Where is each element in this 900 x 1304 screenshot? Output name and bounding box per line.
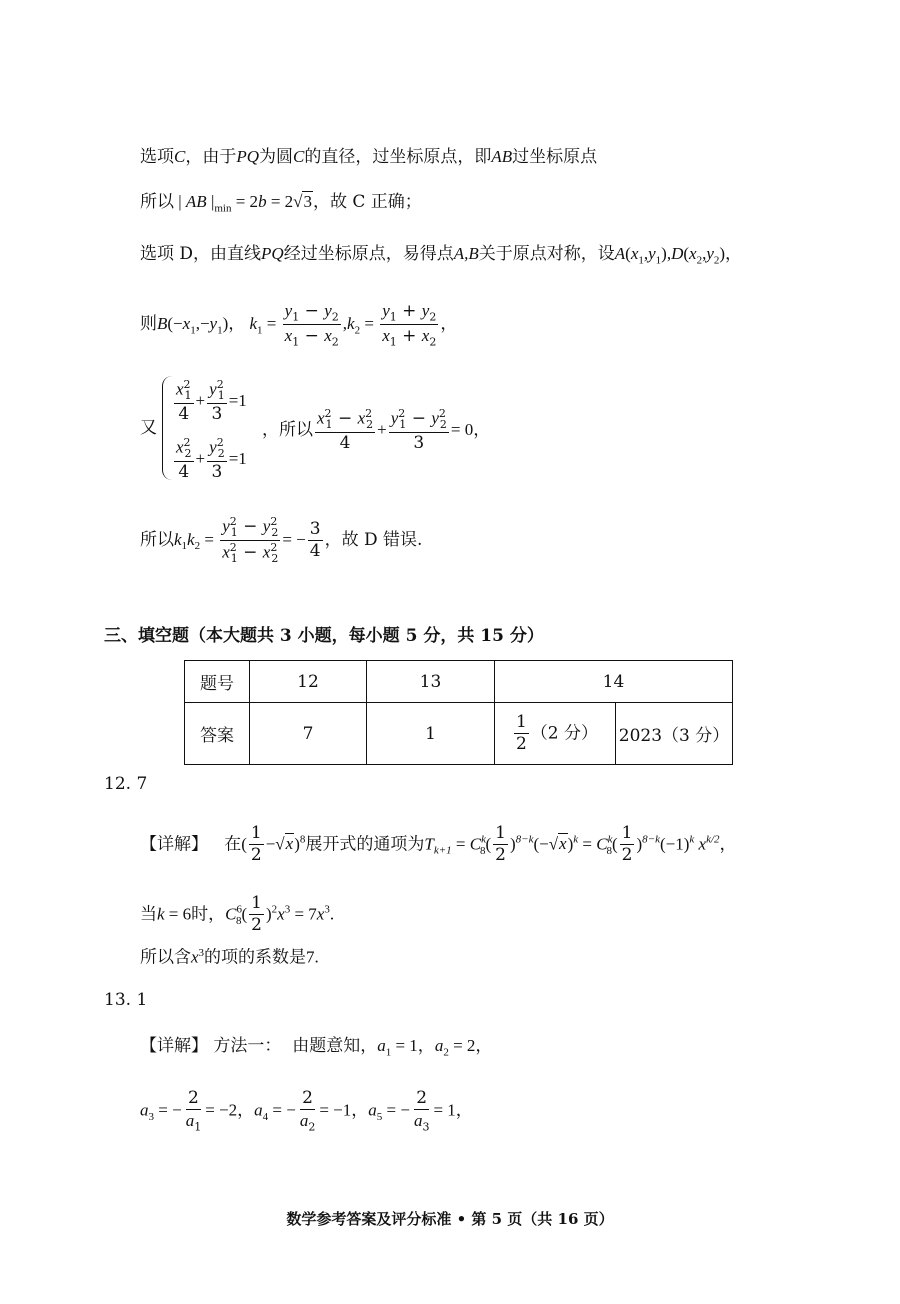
table-cell: 2023（3 分） — [616, 703, 733, 765]
text-fragment: 【详解】 — [140, 834, 208, 855]
text-fragment: 过坐标原点 — [512, 147, 598, 167]
q12-heading: 12. 7 — [104, 774, 148, 794]
q13-sequence: $a_3$ = − $\frac{2}{a_1}$ = −2，$a_4$ = − $\frac{2}{a_2}$ = −1，$a_5$ = − $\frac{2}{a_3}$ = 1， — [140, 1088, 473, 1134]
fraction: $\frac{3}{4}$ — [309, 518, 321, 561]
fraction: $\frac{y_1 - y_2}{x_1 - x_2}$ — [284, 301, 339, 349]
fraction: $\frac{x^2_1 - x^2_2}{4}$ — [317, 407, 374, 453]
fraction: $\frac{y^2_1 - y^2_2}{x^2_1 - x^2_2}$ — [222, 515, 279, 565]
fraction: $\frac{y^2_1}{3}$ — [209, 378, 225, 424]
fraction: $\frac{y_1 + y_2}{x_1 + x_2}$ — [382, 301, 437, 349]
text-fragment: 为圆 — [259, 147, 294, 167]
again-label: 又 — [140, 418, 157, 438]
text-fragment: 则 — [140, 314, 157, 335]
text-fragment: 所以 — [140, 192, 174, 212]
option-c-text: 选项 — [140, 147, 174, 167]
fraction: $\frac{1}{2}$ — [250, 823, 262, 866]
q13-heading: 13. 1 — [104, 990, 148, 1010]
text-fragment: 经过坐标原点，易得点 — [283, 244, 454, 264]
fraction: $\frac{x^2_2}{4}$ — [176, 436, 192, 482]
q12-result: 所以含$x^3$的项的系数是7. — [140, 947, 319, 968]
text-fragment: ，故 C 正确； — [312, 192, 422, 212]
difference-equation: ，所以 $\frac{x^2_1 - x^2_2}{4}$ + $\frac{y^2_1 - y^2_2}{3}$ = 0， — [262, 407, 491, 453]
text-fragment: 在 — [224, 834, 242, 855]
table-cell: 题号 — [185, 661, 250, 703]
fraction: $\frac{y^2_1 - y^2_2}{3}$ — [390, 407, 447, 453]
table-cell — [495, 703, 616, 765]
text-fragment: 选项 D，由直线 — [140, 244, 262, 264]
text-fragment: ，由于 — [185, 147, 237, 167]
text-fragment: 所以含 — [140, 947, 191, 968]
table-cell: 7 — [250, 703, 367, 765]
table-cell: 答案 — [185, 703, 250, 765]
table-cell: 12 — [250, 661, 367, 703]
text-fragment: 所以 — [140, 529, 174, 550]
table-row — [185, 661, 733, 703]
text-fragment: 的直径，过坐标原点，即 — [304, 147, 492, 167]
q12-general-term: 【详解】 在( $\frac{1}{2}$ −√x)$^8$展开式的通项为$T_{k+1} = C^k_8$( $\frac{1}{2}$ )$^{8-k}(-√x)^k = C^k_8$( $\frac{1}{2}$ )$^{8-k}(-1)^k$ $x^{k/2}$， — [140, 823, 737, 866]
fraction: $\frac{2}{a_1}$ — [185, 1088, 202, 1134]
text-fragment: 时， — [191, 904, 226, 925]
equation-1: $\frac{x^2_1}{4}$ + $\frac{y^2_1}{3}$ =1 — [176, 378, 247, 424]
fraction: $\frac{1}{2}$ — [515, 711, 527, 754]
text-fragment: 当 — [140, 904, 157, 925]
text-fragment: 方法一： — [213, 1036, 282, 1056]
page-footer: 数学参考答案及评分标准 • 第 5 页（共 16 页） — [286, 1210, 614, 1228]
table-cell: 13 — [367, 661, 495, 703]
fraction: $\frac{2}{a_2}$ — [299, 1088, 316, 1134]
q12-k6-line: 当k = 6时，$C^6_8$( $\frac{1}{2}$ )$^2x^3 = 7x^3$. — [140, 893, 335, 936]
text-fragment: 的项的系数是 — [204, 947, 307, 968]
answer-table — [184, 660, 733, 765]
table-cell: 14 — [495, 661, 733, 703]
text-fragment: （2 分） — [530, 723, 599, 743]
fraction: $\frac{1}{2}$ — [495, 823, 506, 866]
fraction: $\frac{2}{a_3}$ — [413, 1088, 430, 1134]
table-cell: 1 — [367, 703, 495, 765]
option-d-line: 选项 D，由直线PQ经过坐标原点，易得点A,B关于原点对称，设$A(x_1,y_1),D(x_2,y_2)$， — [140, 244, 743, 267]
option-c-line: 选项C，由于PQ为圆C的直径，过坐标原点，即AB过坐标原点 — [140, 147, 598, 167]
text-fragment: 【详解】 — [140, 1036, 208, 1056]
text-fragment: ，所以 — [262, 420, 313, 441]
text-fragment: 由题意知， — [292, 1036, 378, 1056]
fraction: $\frac{1}{2}$ — [621, 823, 633, 866]
ab-min-line: 所以 | AB $|_{min} = 2b = 2√3$，故 C 正确； — [140, 192, 422, 215]
text-fragment: ，故 D 错误. — [324, 529, 423, 550]
text-fragment: 关于原点对称，设 — [478, 244, 615, 264]
equation-2: $\frac{x^2_2}{4}$ + $\frac{y^2_2}{3}$ =1 — [176, 436, 247, 482]
section-title: 三、填空题（本大题共 3 小题，每小题 5 分，共 15 分） — [104, 626, 544, 646]
fraction: $\frac{x^2_1}{4}$ — [176, 378, 192, 424]
text-fragment: 展开式的通项为 — [305, 834, 425, 855]
k-product-line: 所以$k_1k_2$ = $\frac{y^2_1 - y^2_2}{x^2_1 - x^2_2}$ = − $\frac{3}{4}$ ，故 D 错误. — [140, 515, 423, 565]
fraction: $\frac{1}{2}$ — [251, 893, 262, 936]
fraction: $\frac{y^2_2}{3}$ — [209, 436, 225, 482]
q13-intro: 【详解】 方法一： 由题意知，$a_1 = 1$，$a_2 = 2$， — [140, 1036, 493, 1059]
slopes-line: 则$B(-x_1,-y_1)$， $k_1$ = $\frac{y_1 - y_2}{x_1 - x_2}$ $,k_2$ = $\frac{y_1 + y_2}{x_1 + x_2}$ ， — [140, 301, 458, 349]
table-row — [185, 703, 733, 765]
